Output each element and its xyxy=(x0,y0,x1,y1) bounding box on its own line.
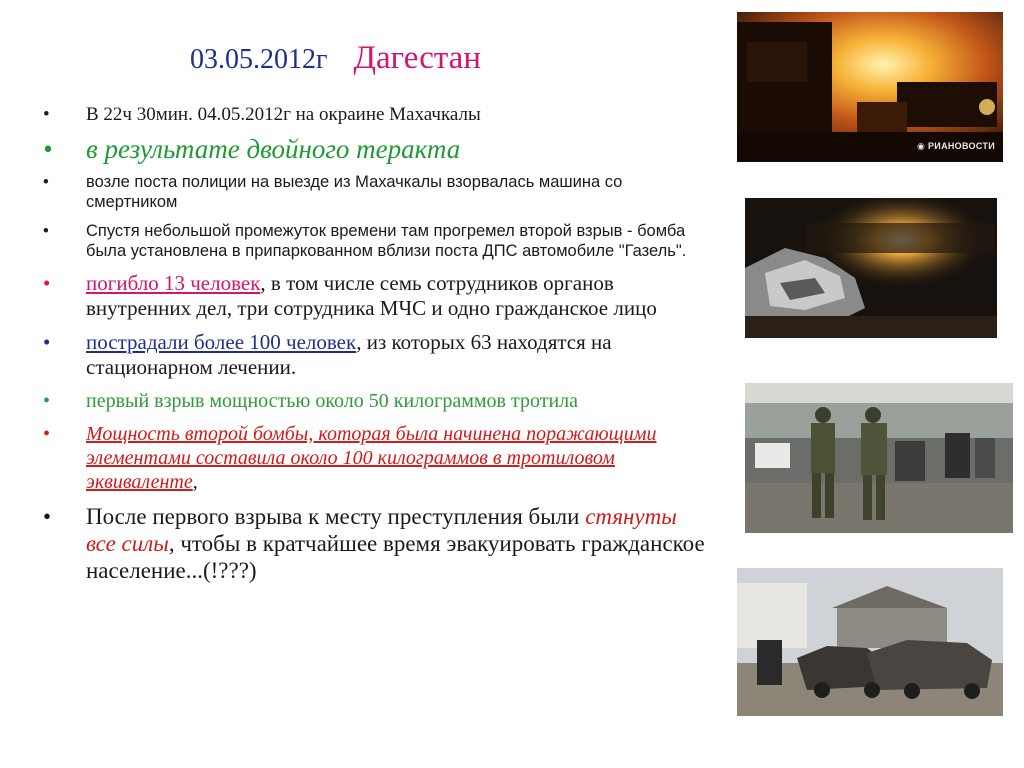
killed-link[interactable]: погибло 13 человек xyxy=(86,271,261,295)
bullet-text: , xyxy=(192,471,198,493)
bullet-killed xyxy=(40,271,710,321)
bullet-evacuation xyxy=(40,503,710,584)
bullet-list xyxy=(40,104,710,584)
bullet-first-blast xyxy=(40,172,710,212)
bullet-text: , из которых 63 находятся на стационарном лечении. xyxy=(86,330,612,379)
injured-link[interactable]: пострадали более 100 человек xyxy=(86,330,357,354)
bullet-marker: • xyxy=(43,330,51,354)
fire-scene-image xyxy=(737,12,1003,162)
bullet-text: в результате двойного теракта xyxy=(86,134,461,164)
bullet-marker: • xyxy=(43,134,53,164)
photo-burnt-cars xyxy=(737,568,1003,716)
bullet-text: После первого взрыва к месту преступления были xyxy=(86,504,586,529)
bullet-marker: • xyxy=(43,504,52,529)
bullet-time-place xyxy=(40,104,710,126)
bullet-text: , чтобы в кратчайшее время эвакуировать гражданское население...(!???) xyxy=(86,531,705,583)
bullet-text: , в том числе семь сотрудников органов внутренних дел, три сотрудника МЧС и одно гражданское лицо xyxy=(86,271,657,320)
photo-wrecked-car xyxy=(745,198,997,338)
bullet-text: возле поста полиции на выезде из Махачкалы взорвалась машина со смертником xyxy=(86,173,623,211)
bullet-marker: • xyxy=(43,423,51,445)
burnt-cars-image xyxy=(737,568,1003,716)
soldiers-image xyxy=(745,383,1013,533)
photo-soldiers xyxy=(745,383,1013,533)
slide-title xyxy=(190,40,481,77)
bullet-marker: • xyxy=(43,173,49,191)
bullet-marker: • xyxy=(43,104,50,125)
watermark-text: ◉ РИАНОВОСТИ xyxy=(917,141,995,151)
bullet-marker: • xyxy=(43,222,49,240)
photo-fire-at-night xyxy=(737,12,1003,162)
bullet-marker: • xyxy=(43,390,51,412)
bullet-second-blast xyxy=(40,221,710,261)
bullet-text: первый взрыв мощностью около 50 килограммов тротила xyxy=(86,390,579,412)
title-region: Дагестан xyxy=(353,40,481,76)
title-date: 03.05.2012г xyxy=(190,44,328,75)
bullet-emphasis: стянуты все силы xyxy=(86,504,677,556)
bullet-injured xyxy=(40,330,710,380)
bullet-double-attack xyxy=(40,134,710,164)
wrecked-car-image xyxy=(745,198,997,338)
bullet-marker: • xyxy=(43,271,51,295)
bullet-first-power xyxy=(40,389,710,413)
bullet-text: В 22ч 30мин. 04.05.2012г на окраине Махачкалы xyxy=(86,104,481,125)
bullet-text: Спустя небольшой промежуток времени там прогремел второй взрыв - бомба была установлена в припаркованном вблизи поста ДПС автомобиле "Газель". xyxy=(86,222,687,260)
bullet-emphasis: Мощность второй бомбы, которая была начинена поражающими элементами составила около 100 килограммов в тротиловом эквиваленте xyxy=(86,423,657,493)
bullet-second-power xyxy=(40,422,710,494)
